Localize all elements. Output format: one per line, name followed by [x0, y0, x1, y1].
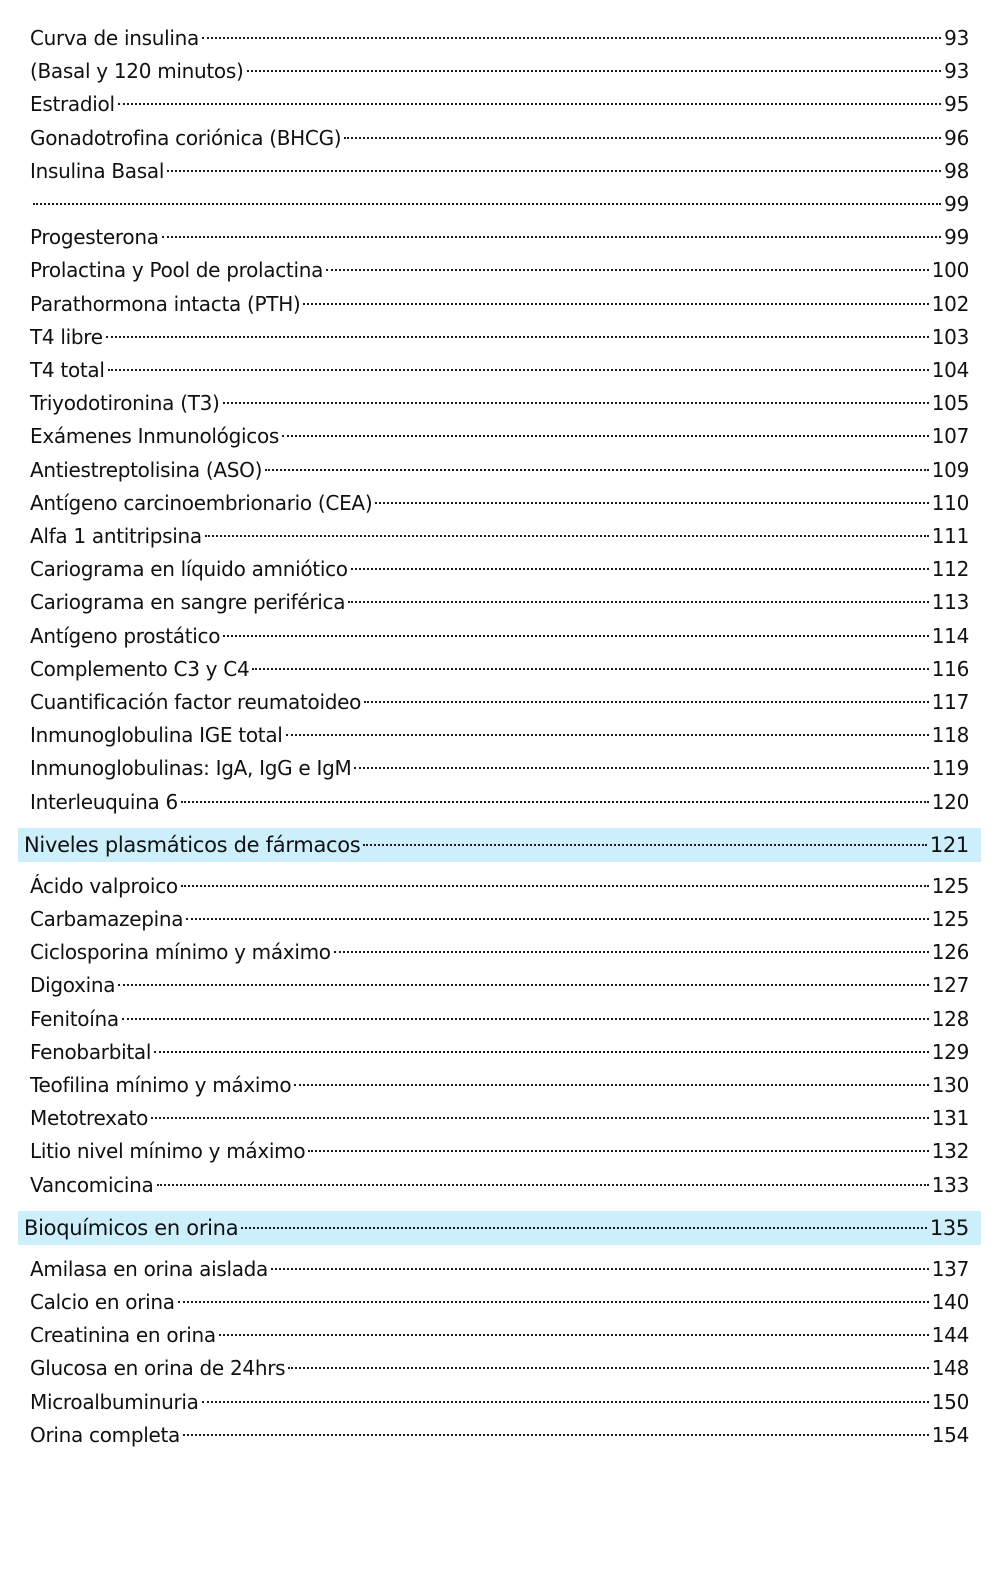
toc-page-number: 110 [931, 490, 969, 515]
toc-entry-title: Estradiol [30, 92, 115, 117]
toc-page-number: 100 [931, 258, 969, 283]
toc-section-title: Bioquímicos en orina [24, 1215, 239, 1240]
toc-entry-title: Metotrexato [30, 1106, 149, 1131]
toc-page-number: 112 [931, 557, 969, 582]
toc-entry-title: (Basal y 120 minutos) [30, 59, 244, 84]
toc-entry [30, 1169, 969, 1202]
toc-entry-title: Curva de insulina [30, 26, 199, 50]
toc-page-number: 129 [931, 1039, 969, 1064]
dot-leader [351, 568, 929, 570]
toc-entry-title: Microalbuminuria [30, 1389, 199, 1414]
toc-entry-title: Prolactina y Pool de prolactina [30, 258, 324, 283]
toc-page-number: 140 [931, 1290, 969, 1314]
toc-entry-title: Antígeno carcinoembrionario (CEA) [30, 490, 373, 515]
dot-leader [157, 1184, 929, 1186]
dot-leader [33, 203, 941, 205]
toc-entry [30, 122, 969, 155]
dot-leader [106, 336, 929, 338]
toc-page-number: 127 [931, 973, 969, 998]
toc-page-number: 137 [931, 1256, 969, 1281]
toc-entry-title: Inmunoglobulinas: IgA, IgG e IgM [30, 756, 352, 781]
toc-entry-title: Ciclosporina mínimo y máximo [30, 940, 331, 965]
toc-entry-title: Cuantificación factor reumatoideo [30, 690, 362, 714]
toc-entry [30, 1135, 969, 1168]
dot-leader [202, 37, 941, 39]
dot-leader [354, 767, 928, 769]
toc-entry-title: Complemento C3 y C4 [30, 656, 250, 681]
dot-leader [334, 951, 929, 953]
dot-leader [288, 1367, 928, 1369]
toc-page-number: 103 [931, 324, 969, 349]
toc-page-number: 118 [931, 723, 969, 748]
toc-entry [30, 1419, 969, 1452]
toc-entry [30, 752, 969, 785]
dot-leader [247, 70, 942, 72]
dot-leader [181, 885, 929, 887]
toc-entry [30, 553, 969, 586]
toc-entry [30, 1253, 969, 1286]
dot-leader [344, 137, 941, 139]
toc-entry-title: Litio nivel mínimo y máximo [30, 1139, 306, 1164]
toc-page-number: 111 [931, 524, 969, 548]
toc-entry [30, 1352, 969, 1385]
toc-entry-title: Antígeno prostático [30, 623, 221, 648]
toc-page-number: 105 [931, 391, 969, 416]
toc-entry [30, 1286, 969, 1319]
dot-leader [181, 801, 929, 803]
toc-page-number: 131 [931, 1106, 969, 1131]
toc-page-number: 144 [931, 1323, 969, 1348]
dot-leader [167, 170, 941, 172]
dot-leader [223, 402, 929, 404]
toc-entry-title: Cariograma en líquido amniótico [30, 557, 348, 582]
toc-entry [30, 969, 969, 1002]
toc-entry [30, 1102, 969, 1135]
toc-entry [30, 454, 969, 487]
toc-section-heading [18, 828, 981, 862]
toc-entry [30, 1003, 969, 1036]
toc-entry [30, 1036, 969, 1069]
toc-entry [30, 620, 969, 653]
toc-entry [30, 586, 969, 619]
toc-page-number: 96 [944, 125, 969, 150]
toc-page-number: 114 [931, 623, 969, 648]
toc-page-number: 132 [931, 1139, 969, 1164]
toc-entry-title: Cariograma en sangre periférica [30, 590, 346, 615]
dot-leader [294, 1084, 928, 1086]
dot-leader [348, 601, 929, 603]
toc-entry-title: Glucosa en orina de 24hrs [30, 1356, 286, 1381]
toc-entry [30, 1386, 969, 1419]
toc-entry-title: Amilasa en orina aislada [30, 1256, 269, 1281]
toc-page-number: 104 [931, 358, 969, 382]
toc-page-number: 126 [931, 940, 969, 965]
toc-entry [30, 653, 969, 686]
toc-page-number: 150 [931, 1389, 969, 1414]
toc-page-number: 107 [931, 424, 969, 449]
toc-entry-title: Gonadotrofina coriónica (BHCG) [30, 125, 342, 150]
dot-leader [286, 734, 929, 736]
toc-page-number: 95 [944, 92, 969, 117]
dot-leader [151, 1117, 929, 1119]
dot-leader [363, 844, 926, 846]
toc-entry-title: Creatinina en orina [30, 1323, 216, 1348]
toc-page-number: 93 [944, 59, 969, 84]
toc-page-number: 135 [929, 1215, 969, 1240]
toc-page-number: 125 [931, 907, 969, 931]
dot-leader [223, 635, 929, 637]
toc-page-number: 113 [931, 590, 969, 615]
toc-entry [30, 88, 969, 121]
toc-entry [30, 786, 969, 819]
toc-page-number: 99 [944, 225, 969, 250]
toc-page-number: 98 [944, 158, 969, 183]
toc-page-number: 119 [931, 756, 969, 781]
dot-leader [162, 236, 941, 238]
toc-page-number: 133 [931, 1172, 969, 1197]
toc-entry-title: Calcio en orina [30, 1290, 175, 1314]
toc-entry-title: Digoxina [30, 973, 116, 998]
dot-leader [271, 1268, 929, 1270]
toc-entry-title: Fenobarbital [30, 1039, 152, 1064]
toc-entry-title: Ácido valproico [30, 873, 178, 898]
toc-entry [30, 321, 969, 354]
toc-entry [30, 936, 969, 969]
toc-entry [30, 487, 969, 520]
toc-entry-title: Carbamazepina [30, 907, 184, 931]
toc-entry-title: Parathormona intacta (PTH) [30, 291, 301, 316]
toc-entry-title: Vancomicina [30, 1172, 154, 1197]
toc-entry-title: Orina completa [30, 1422, 180, 1447]
toc-entry [30, 1319, 969, 1352]
dot-leader [108, 369, 929, 371]
toc-entry [30, 686, 969, 719]
dot-leader [282, 435, 929, 437]
dot-leader [178, 1301, 929, 1303]
toc-page-number: 148 [931, 1356, 969, 1381]
dot-leader [265, 469, 929, 471]
toc-entry [30, 55, 969, 88]
dot-leader [202, 1401, 929, 1403]
dot-leader [122, 1018, 929, 1020]
toc-entry-title: Inmunoglobulina IGE total [30, 723, 283, 748]
toc-section-title: Niveles plasmáticos de fármacos [24, 832, 361, 857]
toc-page-number: 120 [931, 789, 969, 814]
toc-entry-title: T4 libre [30, 324, 103, 349]
toc-page-number: 121 [929, 832, 969, 857]
toc-entry [30, 254, 969, 287]
toc-entry [30, 903, 969, 936]
dot-leader [326, 269, 929, 271]
dot-leader [205, 535, 929, 537]
toc-entry [30, 1069, 969, 1102]
toc-entry [30, 22, 969, 55]
toc-entry [30, 870, 969, 903]
toc-entry [30, 719, 969, 752]
dot-leader [375, 502, 928, 504]
dot-leader [308, 1150, 928, 1152]
toc-page-number: 130 [931, 1073, 969, 1097]
dot-leader [118, 984, 929, 986]
dot-leader [219, 1334, 929, 1336]
toc-entry-title: Progesterona [30, 225, 159, 250]
toc-entry [30, 188, 969, 221]
dot-leader [241, 1227, 927, 1229]
toc-entry [30, 354, 969, 387]
toc-entry-title: Teofilina mínimo y máximo [30, 1073, 292, 1097]
toc-entry-title: Interleuquina 6 [30, 789, 178, 814]
dot-leader [252, 668, 928, 670]
dot-leader [303, 303, 928, 305]
toc-entry [30, 155, 969, 188]
toc-entry [30, 221, 969, 254]
toc-page-number: 154 [931, 1422, 969, 1447]
toc-page-number: 128 [931, 1006, 969, 1031]
toc-page-number: 116 [931, 656, 969, 681]
toc-page-number: 93 [944, 26, 969, 50]
toc-page-number: 109 [931, 457, 969, 482]
toc-entry [30, 420, 969, 453]
toc-entry-title: Fenitoína [30, 1006, 119, 1031]
dot-leader [183, 1434, 929, 1436]
toc-entry [30, 387, 969, 420]
toc-entry-title: Triyodotironina (T3) [30, 391, 220, 416]
toc-page-number: 125 [931, 873, 969, 898]
dot-leader [364, 701, 929, 703]
toc-page-number: 117 [931, 690, 969, 714]
dot-leader [154, 1051, 929, 1053]
toc-entry-title: Alfa 1 antitripsina [30, 524, 202, 548]
toc-page-number: 99 [944, 192, 969, 216]
toc-section-heading [18, 1211, 981, 1245]
toc-entry-title: Exámenes Inmunológicos [30, 424, 280, 449]
toc-entry [30, 288, 969, 321]
toc-entry-title: Antiestreptolisina (ASO) [30, 457, 263, 482]
dot-leader [186, 918, 928, 920]
toc-entry-title: T4 total [30, 358, 105, 382]
toc-page-number: 102 [931, 291, 969, 316]
toc-entry [30, 520, 969, 553]
dot-leader [118, 103, 941, 105]
toc-entry-title: Insulina Basal [30, 158, 165, 183]
